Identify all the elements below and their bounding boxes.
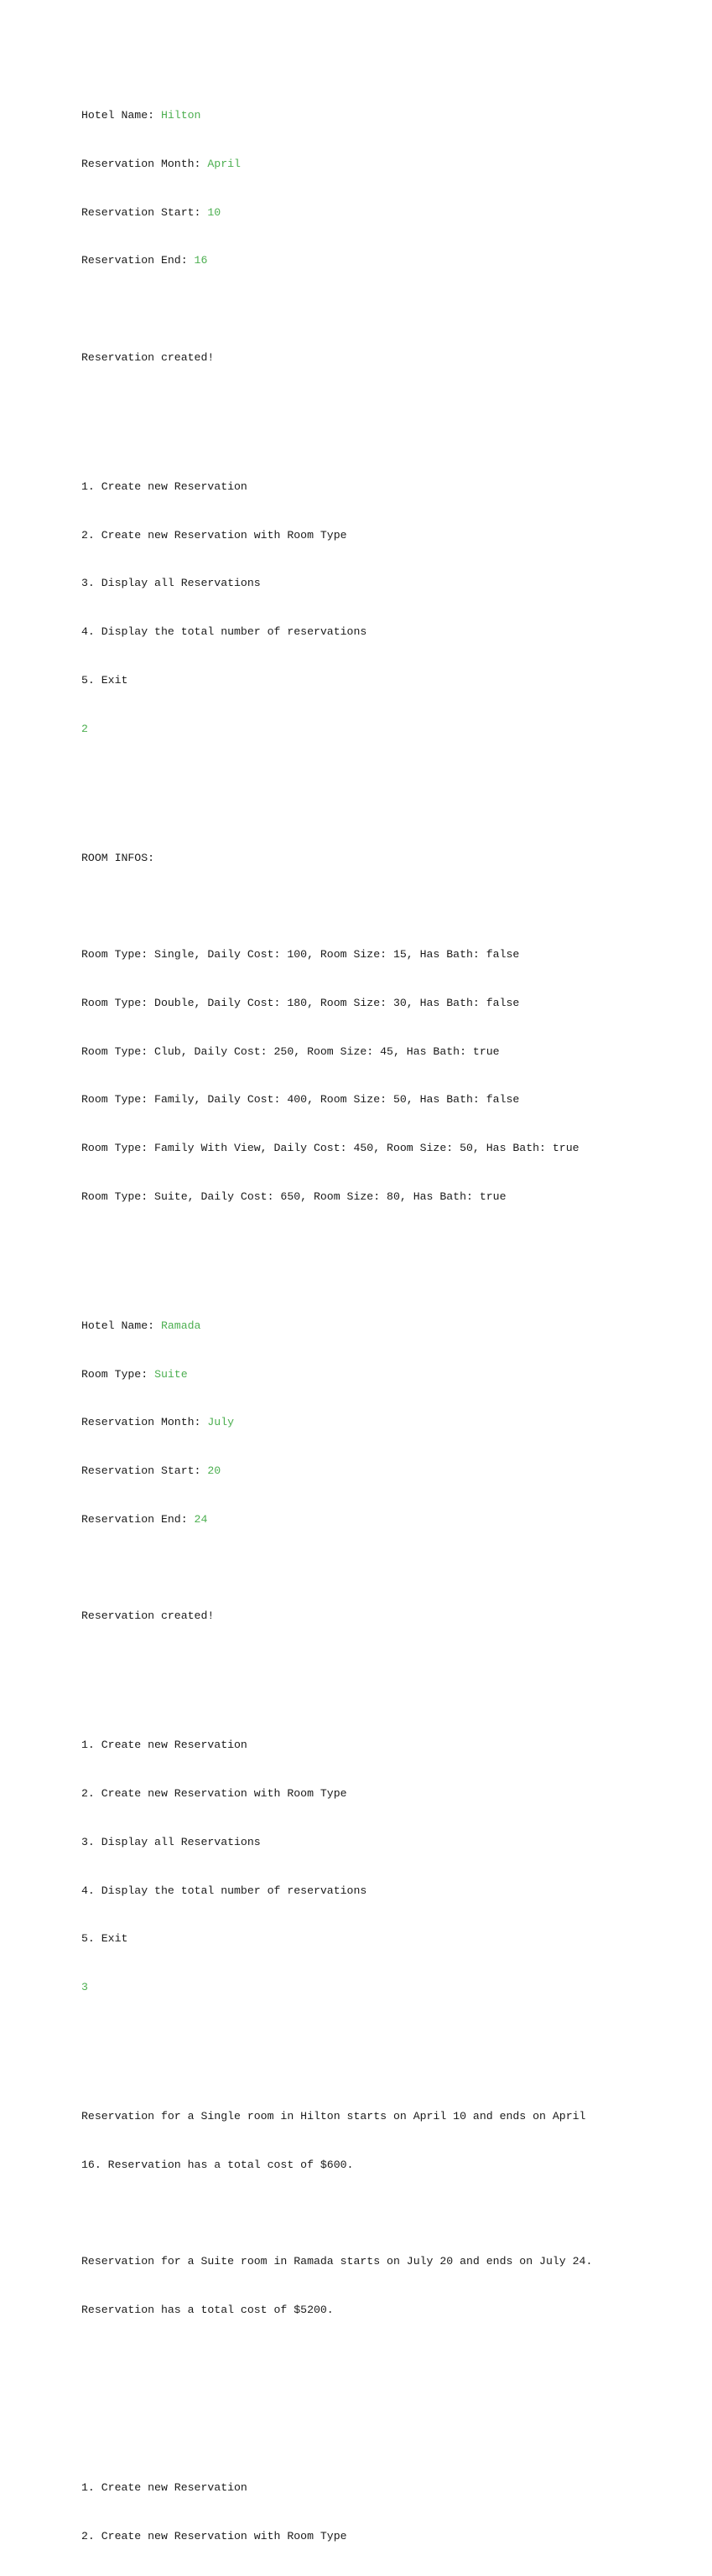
menu-item: 2. Create new Reservation with Room Type: [81, 528, 347, 542]
hotel-name-line: [81, 107, 685, 123]
reservation-month-line: [81, 156, 685, 172]
reservation-summary-line: Reservation for a Single room in Hilton starts on April 10 and ends on April: [81, 2110, 586, 2122]
hotel-name-line: [81, 1318, 685, 1334]
menu-item: 1. Create new Reservation: [81, 479, 247, 493]
menu-item: 2. Create new Reservation with Room Type: [81, 2529, 347, 2542]
room-type-line: [81, 1366, 685, 1382]
reservation-month-input: April: [207, 157, 241, 170]
reservation-end-input: 24: [194, 1512, 208, 1526]
menu-item: 1. Create new Reservation: [81, 1739, 247, 1752]
reservation-summary-line: Reservation for a Suite room in Ramada starts on July 20 and ends on July 24.: [81, 2255, 593, 2268]
room-info-line: Room Type: Family With View, Daily Cost: 450, Room Size: 50, Has Bath: true: [81, 1142, 579, 1154]
room-type-input: Suite: [154, 1367, 188, 1381]
reservation-month-label: Reservation Month:: [81, 1416, 208, 1429]
reservation-end-input: 16: [194, 254, 208, 267]
blank-line: [81, 2399, 685, 2415]
hotel-name-input: Ramada: [160, 1319, 201, 1332]
menu-choice-input: 3: [81, 1981, 88, 1993]
reservation-created-message: Reservation created!: [81, 1609, 215, 1623]
blank-line: [81, 2205, 685, 2221]
reservation-start-input: 10: [207, 205, 221, 219]
room-info-line: Room Type: Club, Daily Cost: 250, Room Size: 45, Has Bath: true: [81, 1044, 500, 1058]
room-info-line: Room Type: Single, Daily Cost: 100, Room Size: 15, Has Bath: false: [81, 948, 520, 961]
reservation-start-label: Reservation Start:: [81, 205, 208, 219]
console-output: [81, 43, 685, 2576]
blank-line: [81, 1560, 685, 1576]
blank-line: [81, 2351, 685, 2366]
hotel-name-label: Hotel Name:: [81, 109, 161, 122]
menu-item: 3. Display all Reservations: [81, 1835, 261, 1848]
reservation-start-line: [81, 1463, 685, 1479]
reservation-summary-line: Reservation has a total cost of $5200.: [81, 2304, 334, 2316]
room-info-line: Room Type: Family, Daily Cost: 400, Room Size: 50, Has Bath: false: [81, 1093, 520, 1107]
menu-item: 4. Display the total number of reservations: [81, 625, 367, 638]
reservation-end-label: Reservation End:: [81, 1512, 195, 1526]
reservation-end-label: Reservation End:: [81, 254, 195, 267]
hotel-name-label: Hotel Name:: [81, 1319, 161, 1332]
reservation-end-line: [81, 252, 685, 268]
menu-choice-input: 2: [81, 722, 88, 735]
menu-item: 5. Exit: [81, 1932, 128, 1946]
menu-item: 5. Exit: [81, 673, 128, 687]
reservation-start-label: Reservation Start:: [81, 1464, 208, 1477]
reservation-summary-line: 16. Reservation has a total cost of $600.: [81, 2158, 354, 2171]
room-info-line: Room Type: Double, Daily Cost: 180, Room Size: 30, Has Bath: false: [81, 996, 520, 1009]
hotel-name-input: Hilton: [160, 109, 201, 122]
room-infos-header: ROOM INFOS:: [81, 851, 155, 864]
blank-line: [81, 1656, 685, 1672]
room-type-label: Room Type:: [81, 1367, 155, 1381]
reservation-month-input: July: [207, 1416, 235, 1429]
blank-line: [81, 1237, 685, 1253]
room-info-line: Room Type: Suite, Daily Cost: 650, Room Size: 80, Has Bath: true: [81, 1190, 507, 1203]
blank-line: [81, 398, 685, 414]
reservation-start-line: [81, 205, 685, 220]
menu-item: 1. Create new Reservation: [81, 2480, 247, 2494]
reservation-start-input: 20: [207, 1464, 221, 1477]
blank-line: [81, 2028, 685, 2044]
menu-item: 2. Create new Reservation with Room Type: [81, 1787, 347, 1800]
reservation-end-line: [81, 1511, 685, 1527]
menu-item: 3. Display all Reservations: [81, 577, 261, 590]
blank-line: [81, 898, 685, 914]
menu-item: 4. Display the total number of reservations: [81, 1884, 367, 1897]
blank-line: [81, 301, 685, 317]
reservation-month-line: [81, 1414, 685, 1430]
blank-line: [81, 769, 685, 785]
reservation-created-message: Reservation created!: [81, 350, 215, 364]
reservation-month-label: Reservation Month:: [81, 157, 208, 170]
